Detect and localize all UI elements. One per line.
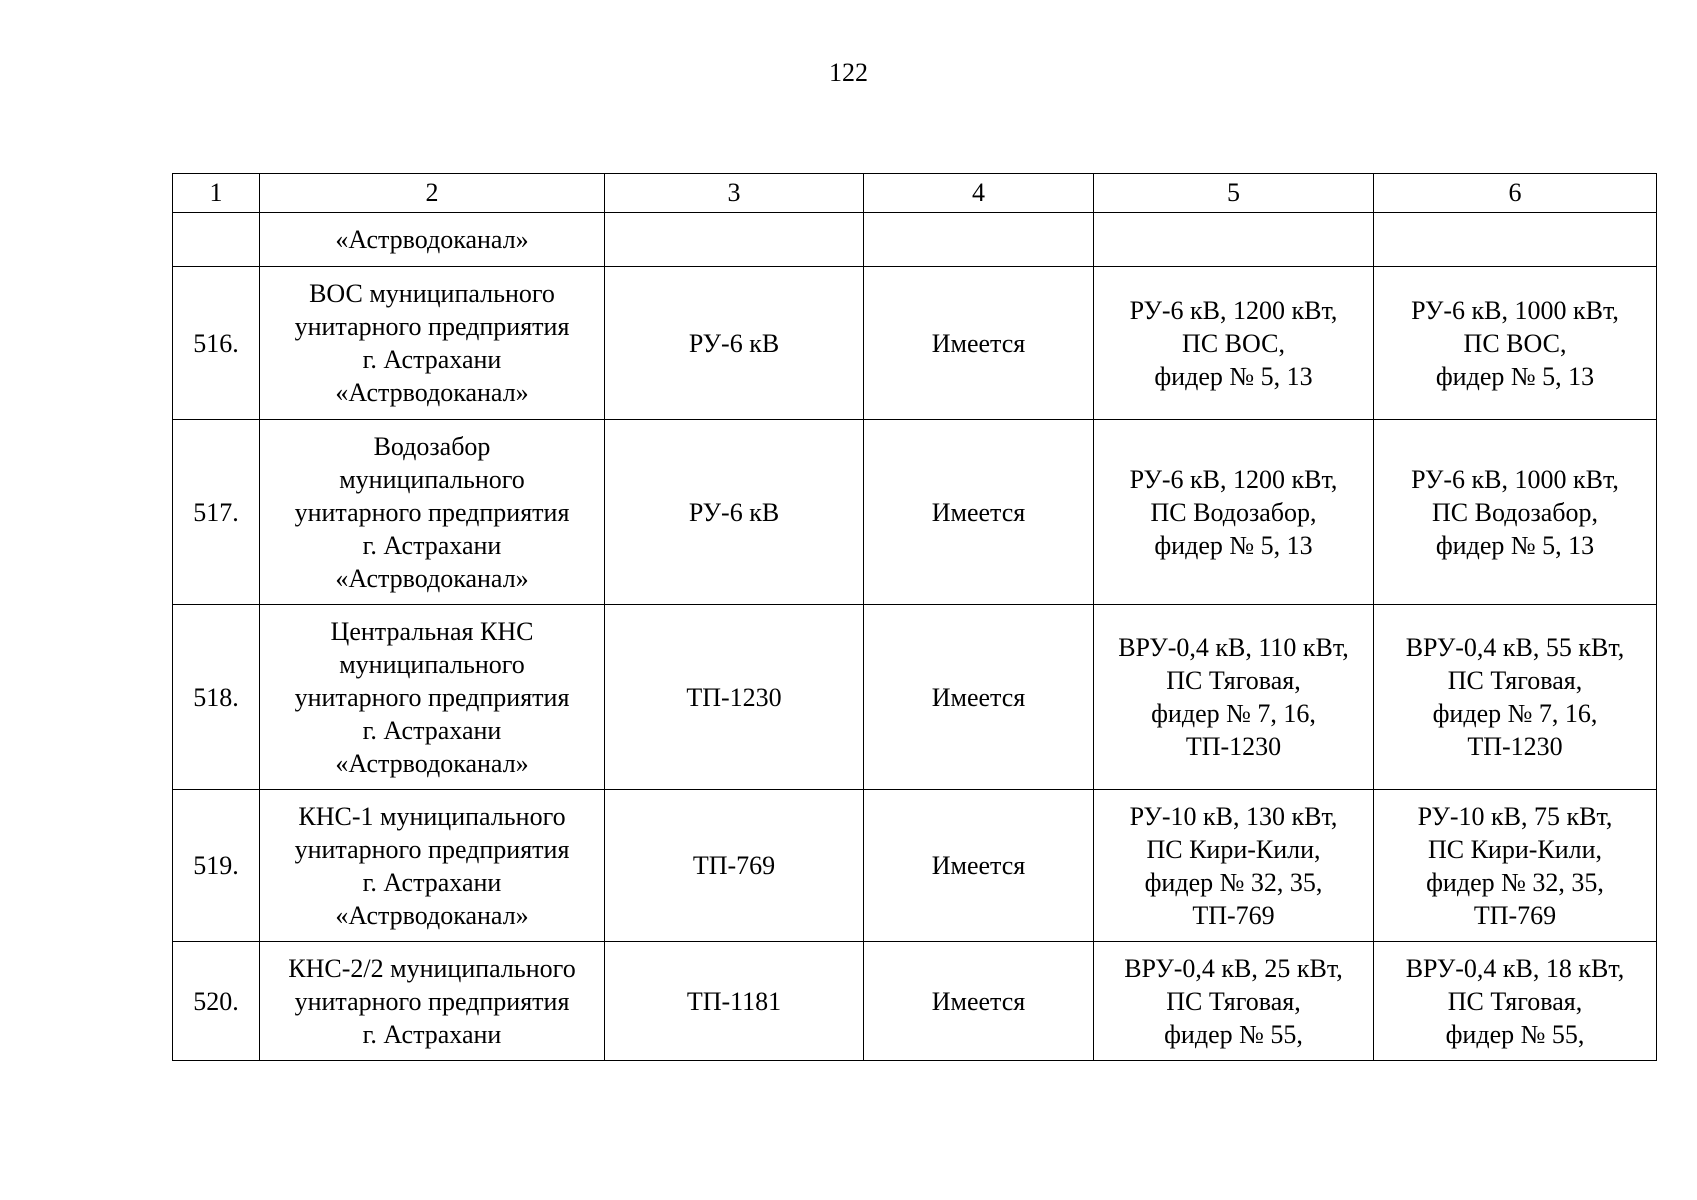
power-spec-cell xyxy=(1094,213,1374,267)
object-name-cell: ВОС муниципального унитарного предприятия г. Астрахани «Астрводоканал» xyxy=(260,267,605,420)
power-spec-cell: ВРУ-0,4 кВ, 110 кВт, ПС Тяговая, фидер № 7, 16, ТП-1230 xyxy=(1094,605,1374,790)
table-row xyxy=(173,605,1657,790)
row-number-cell xyxy=(173,213,260,267)
status-cell: Имеется xyxy=(864,942,1094,1061)
table-row xyxy=(173,790,1657,942)
status-cell xyxy=(864,213,1094,267)
table-row xyxy=(173,420,1657,605)
table-row xyxy=(173,267,1657,420)
power-spec-cell: ВРУ-0,4 кВ, 25 кВт, ПС Тяговая, фидер № 55, xyxy=(1094,942,1374,1061)
row-number-cell: 520. xyxy=(173,942,260,1061)
power-spec-cell: РУ-6 кВ, 1200 кВт, ПС ВОС, фидер № 5, 13 xyxy=(1094,267,1374,420)
source-cell: ТП-1181 xyxy=(605,942,864,1061)
row-number-cell: 518. xyxy=(173,605,260,790)
object-name-cell: КНС-1 муниципального унитарного предприятия г. Астрахани «Астрводоканал» xyxy=(260,790,605,942)
source-cell: РУ-6 кВ xyxy=(605,420,864,605)
table-row xyxy=(173,942,1657,1061)
power-spec-alt-cell: РУ-10 кВ, 75 кВт, ПС Кири-Кили, фидер № 32, 35, ТП-769 xyxy=(1374,790,1657,942)
data-table xyxy=(172,173,1657,1061)
source-cell: ТП-769 xyxy=(605,790,864,942)
power-spec-alt-cell: ВРУ-0,4 кВ, 18 кВт, ПС Тяговая, фидер № 55, xyxy=(1374,942,1657,1061)
power-spec-alt-cell: РУ-6 кВ, 1000 кВт, ПС ВОС, фидер № 5, 13 xyxy=(1374,267,1657,420)
header-cell: 4 xyxy=(864,174,1094,213)
status-cell: Имеется xyxy=(864,790,1094,942)
row-number-cell: 517. xyxy=(173,420,260,605)
source-cell: РУ-6 кВ xyxy=(605,267,864,420)
power-spec-alt-cell: ВРУ-0,4 кВ, 55 кВт, ПС Тяговая, фидер № 7, 16, ТП-1230 xyxy=(1374,605,1657,790)
header-cell: 5 xyxy=(1094,174,1374,213)
power-spec-cell: РУ-6 кВ, 1200 кВт, ПС Водозабор, фидер № 5, 13 xyxy=(1094,420,1374,605)
power-spec-cell: РУ-10 кВ, 130 кВт, ПС Кири-Кили, фидер № 32, 35, ТП-769 xyxy=(1094,790,1374,942)
status-cell: Имеется xyxy=(864,605,1094,790)
table-header-row xyxy=(173,174,1657,213)
header-cell: 6 xyxy=(1374,174,1657,213)
page-number: 122 xyxy=(829,58,868,87)
header-cell: 3 xyxy=(605,174,864,213)
object-name-cell: Водозабор муниципального унитарного предприятия г. Астрахани «Астрводоканал» xyxy=(260,420,605,605)
header-cell: 1 xyxy=(173,174,260,213)
row-number-cell: 516. xyxy=(173,267,260,420)
source-cell: ТП-1230 xyxy=(605,605,864,790)
object-name-cell: КНС-2/2 муниципального унитарного предприятия г. Астрахани xyxy=(260,942,605,1061)
power-spec-alt-cell: РУ-6 кВ, 1000 кВт, ПС Водозабор, фидер № 5, 13 xyxy=(1374,420,1657,605)
object-name-cell: Центральная КНС муниципального унитарного предприятия г. Астрахани «Астрводоканал» xyxy=(260,605,605,790)
status-cell: Имеется xyxy=(864,420,1094,605)
table-row-continuation xyxy=(173,213,1657,267)
source-cell xyxy=(605,213,864,267)
object-name-cell: «Астрводоканал» xyxy=(260,213,605,267)
status-cell: Имеется xyxy=(864,267,1094,420)
row-number-cell: 519. xyxy=(173,790,260,942)
header-cell: 2 xyxy=(260,174,605,213)
power-spec-alt-cell xyxy=(1374,213,1657,267)
